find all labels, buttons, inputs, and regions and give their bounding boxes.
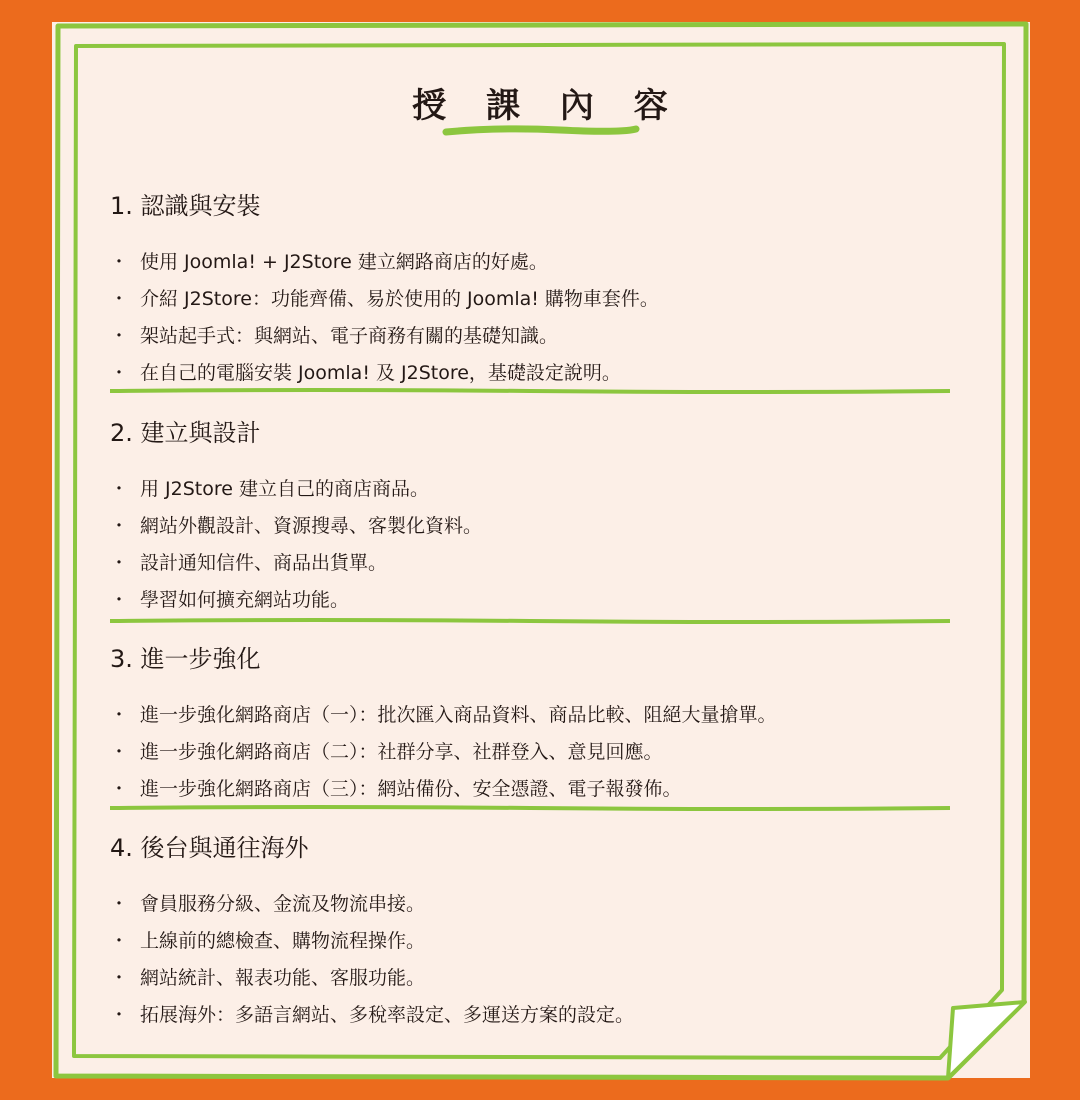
item-list (110, 697, 950, 808)
page-title: 授 課 內 容 (412, 86, 682, 126)
bullet: ・ (110, 742, 128, 763)
section-heading: 3. 進一步強化 (110, 645, 261, 673)
section-divider (110, 805, 950, 811)
item-text: 架站起手式：與網站、電子商務有關的基礎知識。 (140, 325, 559, 347)
bullet: ・ (110, 553, 128, 574)
list-item (110, 582, 950, 619)
list-item (110, 508, 950, 545)
item-text: 會員服務分級、金流及物流串接。 (140, 893, 426, 915)
section-3 (110, 643, 950, 808)
section-heading: 2. 建立與設計 (110, 419, 261, 447)
item-list (110, 244, 950, 392)
item-list (110, 886, 950, 1034)
list-item (110, 960, 950, 997)
bullet: ・ (110, 1005, 128, 1026)
item-text: 進一步強化網路商店（二）：社群分享、社群登入、意見回應。 (140, 741, 663, 763)
item-text: 設計通知信件、商品出貨單。 (140, 552, 388, 574)
list-item (110, 355, 950, 392)
item-text: 網站統計、報表功能、客服功能。 (140, 967, 426, 989)
item-text: 進一步強化網路商店（三）：網站備份、安全憑證、電子報發佈。 (140, 778, 682, 800)
item-text: 網站外觀設計、資源搜尋、客製化資料。 (140, 515, 483, 537)
section-divider (110, 618, 950, 624)
list-item (110, 771, 950, 808)
item-text: 介紹 J2Store：功能齊備、易於使用的 Joomla! 購物車套件。 (140, 288, 659, 310)
section-heading: 1. 認識與安裝 (110, 192, 261, 220)
bullet: ・ (110, 326, 128, 347)
bullet: ・ (110, 590, 128, 611)
bullet: ・ (110, 479, 128, 500)
list-item (110, 471, 950, 508)
list-item (110, 545, 950, 582)
bullet: ・ (110, 705, 128, 726)
section-2 (110, 417, 950, 619)
item-text: 學習如何擴充網站功能。 (140, 589, 350, 611)
item-text: 拓展海外：多語言網站、多稅率設定、多運送方案的設定。 (140, 1004, 635, 1026)
list-item (110, 318, 950, 355)
bullet: ・ (110, 779, 128, 800)
list-item (110, 997, 950, 1034)
list-item (110, 886, 950, 923)
item-text: 上線前的總檢查、購物流程操作。 (140, 930, 426, 952)
bullet: ・ (110, 363, 128, 384)
bullet: ・ (110, 252, 128, 273)
list-item (110, 244, 950, 281)
item-text: 使用 Joomla! + J2Store 建立網路商店的好處。 (140, 251, 548, 273)
list-item (110, 734, 950, 771)
list-item (110, 281, 950, 318)
item-text: 進一步強化網路商店（一）：批次匯入商品資料、商品比較、阻絕大量搶單。 (140, 704, 777, 726)
section-heading: 4. 後台與通往海外 (110, 834, 309, 862)
title-underline (440, 122, 640, 138)
section-4 (110, 832, 950, 1034)
list-item (110, 697, 950, 734)
bullet: ・ (110, 894, 128, 915)
section-1 (110, 190, 950, 392)
section-divider (110, 388, 950, 394)
page-corner-fold (945, 1000, 1030, 1080)
bullet: ・ (110, 289, 128, 310)
list-item (110, 923, 950, 960)
item-text: 用 J2Store 建立自己的商店商品。 (140, 478, 429, 500)
bullet: ・ (110, 968, 128, 989)
bullet: ・ (110, 516, 128, 537)
item-text: 在自己的電腦安裝 Joomla! 及 J2Store，基礎設定說明。 (140, 362, 621, 384)
item-list (110, 471, 950, 619)
bullet: ・ (110, 931, 128, 952)
